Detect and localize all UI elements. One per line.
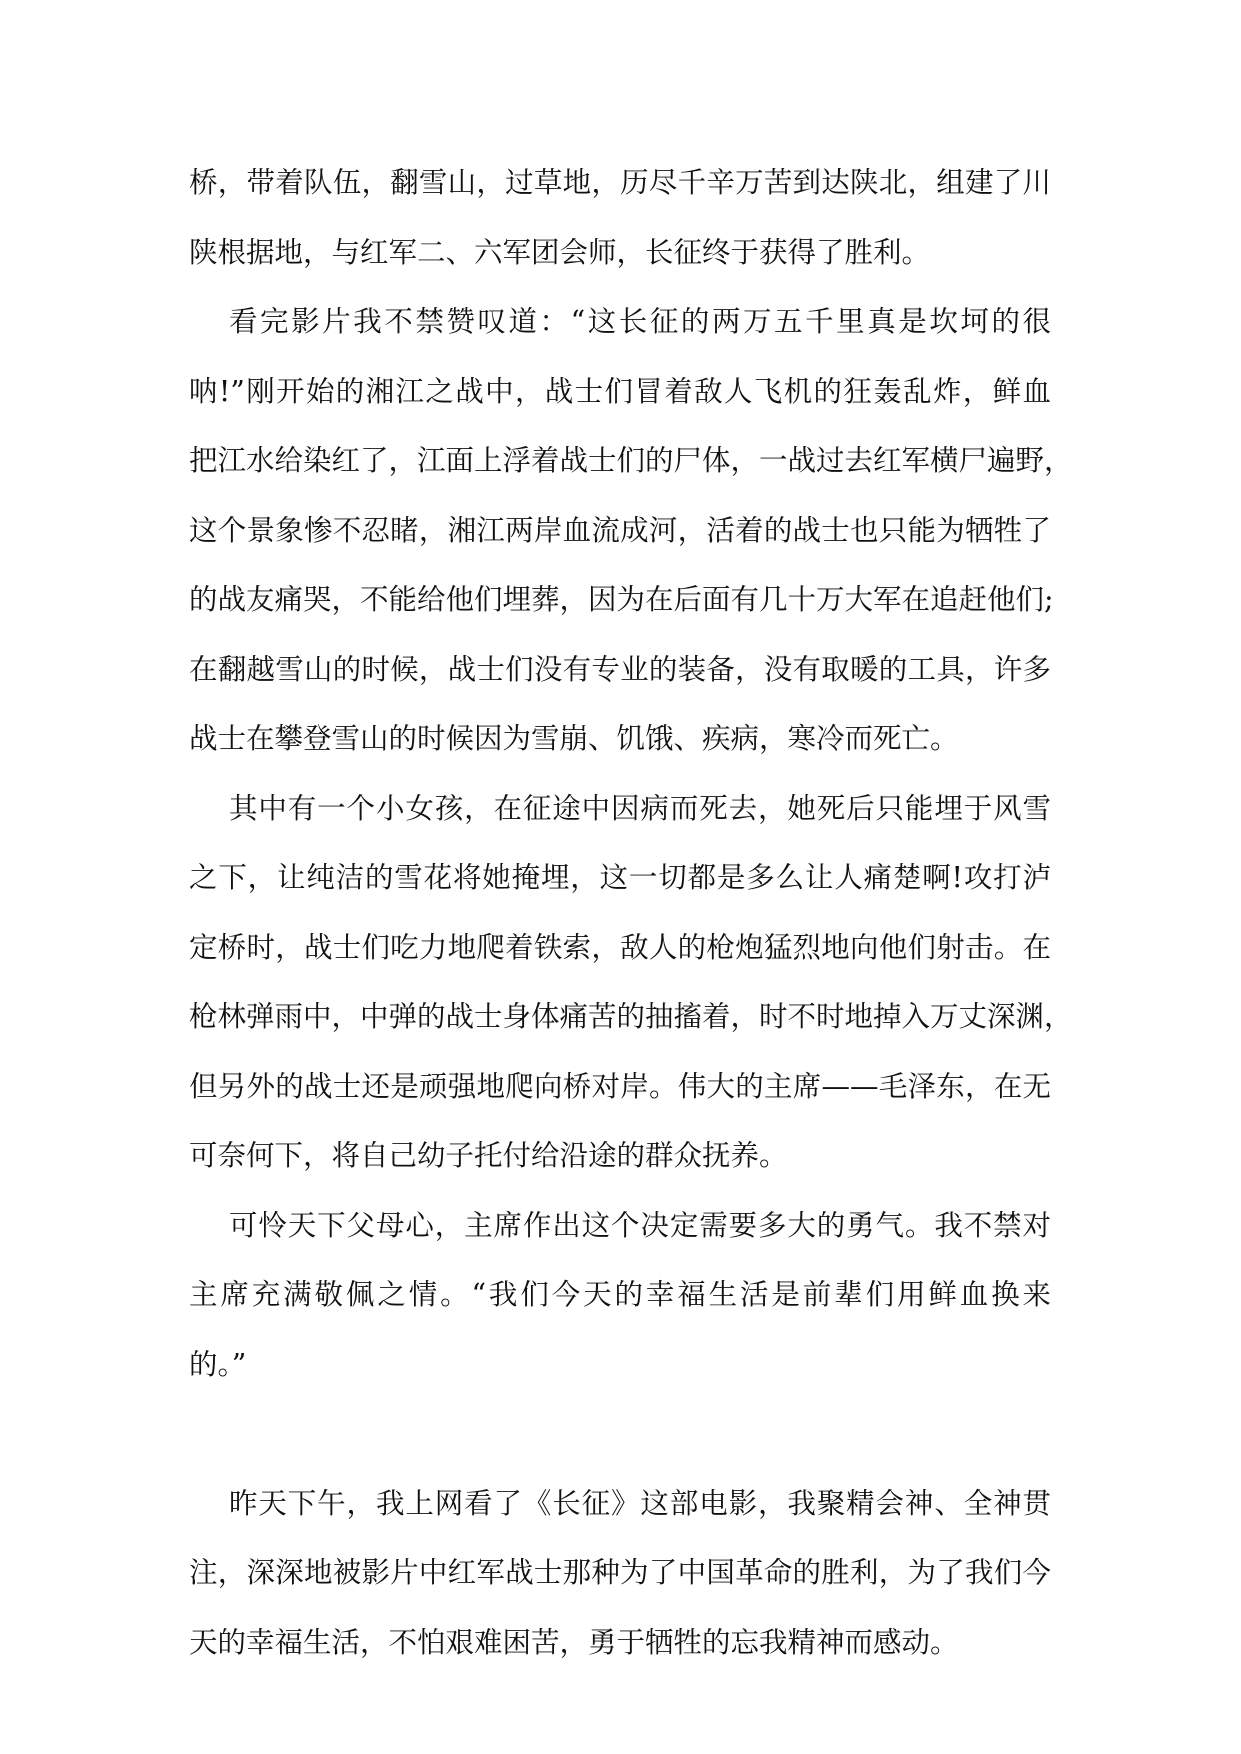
text-line: 注，深深地被影片中红军战士那种为了中国革命的胜利，为了我们今 xyxy=(189,1556,1051,1589)
paragraph-2 xyxy=(189,299,1073,762)
paragraph-spacer xyxy=(189,1411,1051,1481)
text-line: 其中有一个小女孩，在征途中因病而死去，她死后只能埋于风雪 xyxy=(229,791,1051,825)
text-line: 战士在攀登雪山的时候因为雪崩、饥饿、疾病，寒冷而死亡。 xyxy=(189,722,959,755)
paragraph-3 xyxy=(189,786,1073,1180)
text-line: 呐!”刚开始的湘江之战中，战士们冒着敌人飞机的狂轰乱炸，鲜血 xyxy=(189,374,1051,408)
text-line: 在翻越雪山的时候，战士们没有专业的装备，没有取暖的工具，许多 xyxy=(189,652,1051,686)
paragraph-4 xyxy=(189,1203,1051,1388)
paragraph-5 xyxy=(189,1481,1051,1666)
document-body xyxy=(189,160,1073,1689)
text-line: 定桥时，战士们吃力地爬着铁索，敌人的枪炮猛烈地向他们射击。在 xyxy=(189,930,1051,964)
text-line: 陕根据地，与红军二、六军团会师，长征终于获得了胜利。 xyxy=(189,235,931,269)
text-line: 看完影片我不禁赞叹道：“这长征的两万五千里真是坎坷的很 xyxy=(229,305,1051,338)
text-line: 天的幸福生活，不怕艰难困苦，勇于牺牲的忘我精神而感动。 xyxy=(189,1625,959,1659)
text-line: 的战友痛哭，不能给他们埋葬，因为在后面有几十万大军在追赶他们; xyxy=(189,583,1054,616)
text-line: 之下，让纯洁的雪花将她掩埋，这一切都是多么让人痛楚啊!攻打泸 xyxy=(189,861,1051,894)
text-line: 的。” xyxy=(189,1347,247,1381)
text-line: 可奈何下，将自己幼子托付给沿途的群众抚养。 xyxy=(189,1139,788,1172)
paragraph-1 xyxy=(189,160,1051,276)
text-line: 把江水给染红了，江面上浮着战士们的尸体，一战过去红军横尸遍野， xyxy=(189,444,1073,477)
text-line: 但另外的战士还是顽强地爬向桥对岸。伟大的主席——毛泽东，在无 xyxy=(189,1069,1051,1103)
text-line: 这个景象惨不忍睹，湘江两岸血流成河，活着的战士也只能为牺牲了 xyxy=(189,513,1051,547)
text-line: 昨天下午，我上网看了《长征》这部电影，我聚精会神、全神贯 xyxy=(229,1486,1051,1520)
text-line: 可怜天下父母心，主席作出这个决定需要多大的勇气。我不禁对 xyxy=(229,1208,1051,1242)
text-line: 主席充满敬佩之情。“我们今天的幸福生活是前辈们用鲜血换来 xyxy=(189,1278,1051,1311)
text-line: 桥，带着队伍，翻雪山，过草地，历尽千辛万苦到达陕北，组建了川 xyxy=(189,166,1051,199)
text-line: 枪林弹雨中，中弹的战士身体痛苦的抽搐着，时不时地掉入万丈深渊， xyxy=(189,1000,1073,1033)
